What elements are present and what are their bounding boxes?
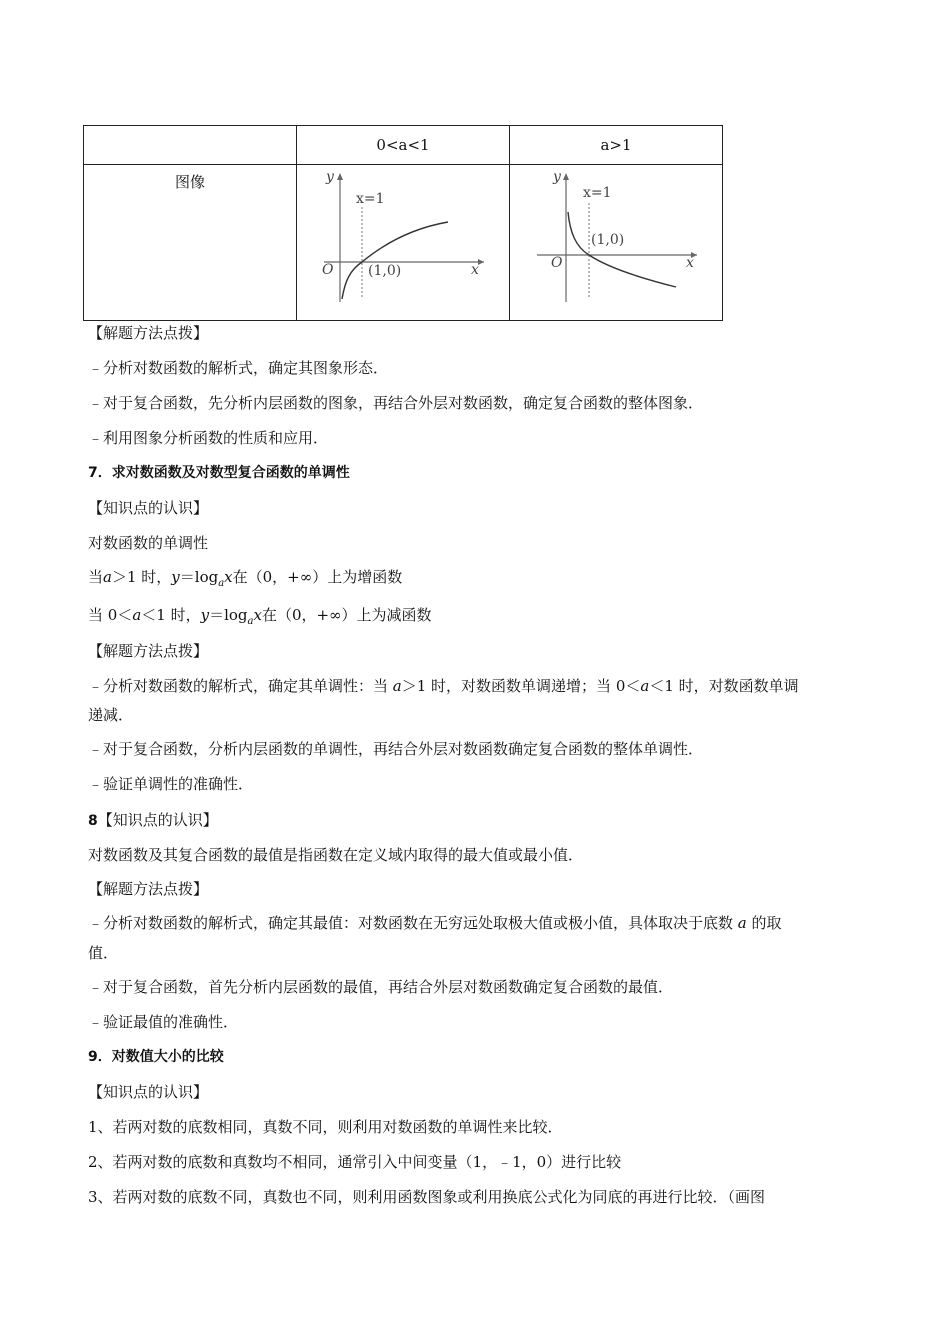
- var-a: a: [103, 568, 112, 586]
- y-axis-label: y: [553, 169, 561, 185]
- s9-point-1: 1、若两对数的底数相同，真数不同，则利用对数函数的单调性来比较．: [88, 1118, 563, 1136]
- text-fragment: ＝log: [209, 606, 248, 624]
- text-fragment: 的取: [746, 914, 782, 932]
- s8-method-item-1: [88, 912, 782, 934]
- graph-cell-decreasing: [510, 165, 723, 321]
- y-axis-arrow: [563, 173, 569, 180]
- log-graph-table: [83, 125, 723, 321]
- var-y: y: [200, 606, 210, 624]
- y-axis-label: y: [326, 169, 334, 185]
- section-8-heading: 【知识点的认识】: [97, 811, 218, 829]
- row-label-image: 图像: [174, 173, 205, 191]
- log-graph-increasing: [318, 167, 488, 307]
- var-a: a: [737, 914, 747, 932]
- table-image-row: [84, 165, 723, 321]
- s9-point-3: 3、若两对数的底数不同，真数也不同，则利用函数图象或利用换底公式化为同底的再进行比较．（画图: [88, 1188, 766, 1206]
- increasing-log-curve: [342, 222, 448, 299]
- s7-method-item-1: [88, 675, 799, 697]
- section-8-number: 8: [88, 813, 98, 829]
- x-axis-label: x: [686, 255, 694, 271]
- section-9-title: 9．对数值大小的比较: [88, 1049, 224, 1065]
- text-fragment: 当 0＜: [88, 606, 133, 624]
- text-fragment: 当: [88, 568, 104, 586]
- s8-method-item-1-cont: 值．: [88, 944, 119, 962]
- s7-method-heading: 【解题方法点拨】: [88, 642, 209, 660]
- text-fragment: ＞1 时，: [111, 568, 172, 586]
- s6-method-item-2: ﹣对于复合函数，先分析内层函数的图象，再结合外层对数函数，确定复合函数的整体图象．: [88, 394, 704, 412]
- s7-knowledge-subtitle: 对数函数的单调性: [88, 534, 209, 552]
- log-base: a: [218, 578, 225, 589]
- s9-point-2: 2、若两对数的底数和真数均不相同，通常引入中间变量（1，﹣1，0）进行比较: [88, 1153, 622, 1171]
- var-x: x: [224, 568, 233, 586]
- table-row-label-cell: [84, 165, 297, 321]
- s9-knowledge-heading: 【知识点的认识】: [88, 1083, 209, 1101]
- section-8-title: [88, 809, 218, 832]
- decreasing-log-curve: [568, 212, 676, 287]
- s7-method-item-3: ﹣验证单调性的准确性．: [88, 775, 254, 793]
- text-fragment: ＞1 时，对数函数单调递增；当 0＜: [401, 677, 641, 695]
- text-fragment: ＜1 时，对数函数单调: [649, 677, 799, 695]
- y-axis-arrow: [337, 173, 343, 180]
- s8-knowledge-text: 对数函数及其复合函数的最值是指函数在定义域内取得的最大值或最小值．: [88, 846, 584, 864]
- asymptote-label: x=1: [583, 185, 612, 201]
- text-fragment: ﹣分析对数函数的解析式，确定其单调性：当: [88, 677, 393, 695]
- s8-method-item-3: ﹣验证最值的准确性．: [88, 1013, 239, 1031]
- table-header-row: [84, 126, 723, 165]
- text-fragment: ﹣分析对数函数的解析式，确定其最值：对数函数在无穷远处取极大值或极小值，具体取决于底数: [88, 914, 738, 932]
- s6-method-item-3: ﹣利用图象分析函数的性质和应用．: [88, 429, 329, 447]
- s7-rule-increasing: [88, 566, 402, 595]
- point-label: (1,0): [591, 232, 625, 248]
- asymptote-label: x=1: [356, 191, 385, 207]
- log-graph-decreasing: [531, 167, 701, 307]
- origin-label: O: [322, 262, 334, 278]
- s8-method-heading: 【解题方法点拨】: [88, 880, 209, 898]
- graph-cell-increasing: [297, 165, 510, 321]
- point-label: (1,0): [368, 263, 402, 279]
- var-a: a: [640, 677, 650, 695]
- origin-label: O: [551, 255, 563, 271]
- table-header-cell-a-gt-1: a>1: [510, 126, 723, 165]
- s6-method-item-1: ﹣分析对数函数的解析式，确定其图象形态．: [88, 359, 389, 377]
- text-fragment: 在（0，+∞）上为减函数: [261, 606, 432, 624]
- var-a: a: [132, 606, 142, 624]
- table-header-cell-empty: [84, 126, 297, 165]
- var-y: y: [171, 568, 180, 586]
- var-a: a: [392, 677, 402, 695]
- s8-method-item-2: ﹣对于复合函数，首先分析内层函数的最值，再结合外层对数函数确定复合函数的最值．: [88, 978, 674, 996]
- table-header-cell-a-lt-1: 0<a<1: [297, 126, 510, 165]
- text-fragment: ＝log: [179, 568, 219, 586]
- var-x: x: [253, 606, 262, 624]
- text-fragment: 在（0，+∞）上为增函数: [232, 568, 403, 586]
- log-base: a: [247, 616, 254, 627]
- x-axis-label: x: [471, 262, 479, 278]
- s7-knowledge-heading: 【知识点的认识】: [88, 499, 209, 517]
- s7-method-item-1-cont: 递减．: [88, 706, 134, 724]
- s6-method-heading: 【解题方法点拨】: [88, 324, 209, 342]
- text-fragment: ＜1 时，: [141, 606, 201, 624]
- s7-rule-decreasing: [88, 604, 432, 633]
- s7-method-item-2: ﹣对于复合函数，分析内层函数的单调性，再结合外层对数函数确定复合函数的整体单调性．: [88, 740, 704, 758]
- section-7-title: 7．求对数函数及对数型复合函数的单调性: [88, 465, 350, 481]
